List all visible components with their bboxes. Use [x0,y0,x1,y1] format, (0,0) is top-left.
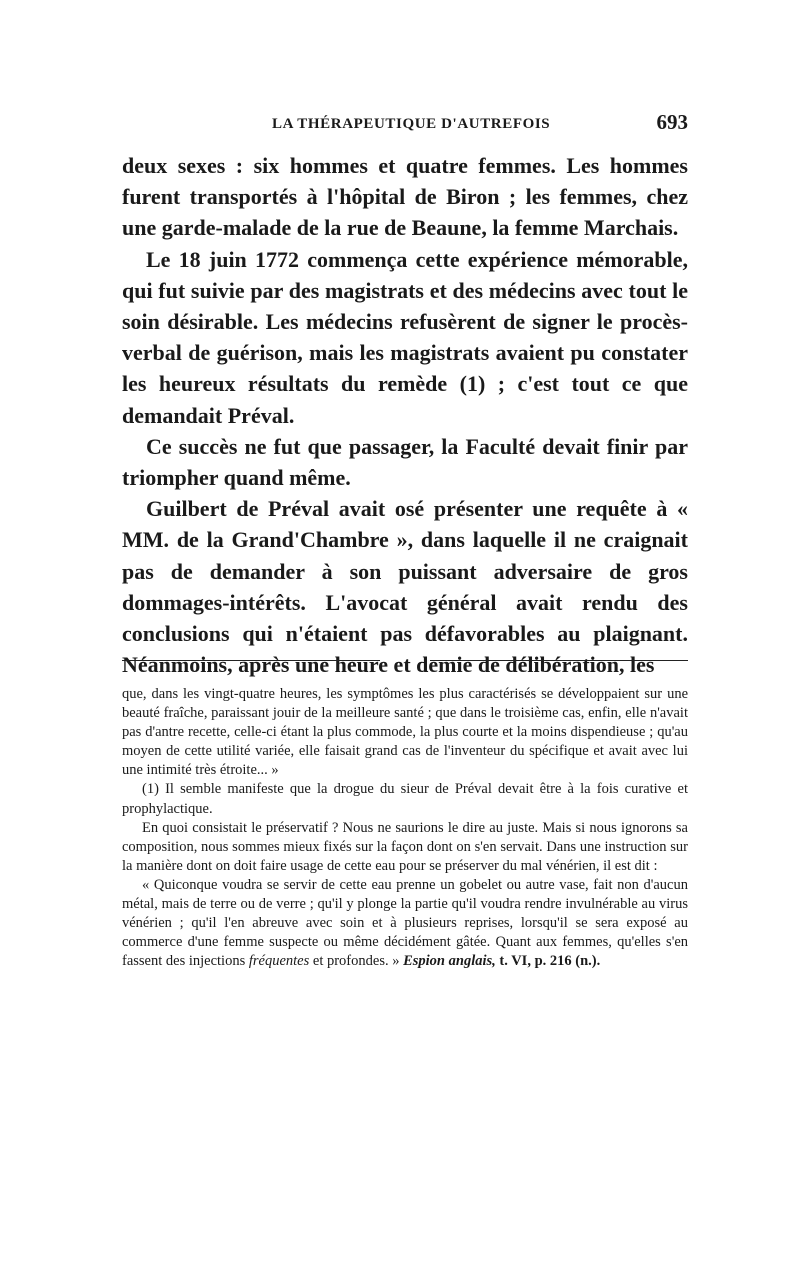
paragraph-1: deux sexes : six hommes et quatre femmes. Les hommes furent transportés à l'hôpital de Biron ; les femmes, chez une garde-malade de la rue de Beaune, la femme Marchais. [122,153,688,241]
quote-end: et profondes. » [312,953,400,970]
paragraph-2: Le 18 juin 1772 commença cette expérience mémorable, qui fut suivie par des magistrats et des médecins avec tout le soin désirable. Les médecins refusèrent de signer le procès-verbal de guérison, mais les magistrats avaient pu constater les heureux résultats du remède (1) ; c'est tout ce que demandait Préval. [122,246,688,428]
paragraph-4: Guilbert de Préval avait osé présenter une requête à « MM. de la Grand'Chambre », dans laquelle il ne craignait pas de demander à son puissant adversaire de gros dommages-intérêts. L'avocat général avait rendu des conclusions qui n'étaient pas défavorables au plaignant. Néanmoins, après une heure et demie de délibération, les [122,496,688,678]
footnote-1-paragraph-2: En quoi consistait le préservatif ? Nous ne saurions le dire au juste. Mais si nous ignorons sa composition, nous sommes mieux fixés sur la façon dont on s'en servait. Dans une instruction sur la manière dont on doit faire usage de cette eau pour se préserver du mal vénérien, il est dit : [122,819,688,874]
footnote-1-paragraph-3 [122,876,688,971]
quote-italic: fréquentes [248,953,310,970]
page-number: 693 [656,110,688,134]
running-title: LA THÉRAPEUTIQUE D'AUTREFOIS [272,116,551,132]
footnote-continuation: que, dans les vingt-quatre heures, les symptômes les plus caractérisés se développaient sur une beauté fraîche, paraissant jouir de la meilleure santé ; que dans le troisième cas, enfin, elle n'avait pas d'antre recette, celle-ci étant la plus commode, la plus courte et la moins dispendieuse ; qu'au moyen de cette utilité variée, elle faisait grand cas de l'inventeur du spécifique et avait avec lui une intimité très étroite... » [122,686,688,779]
main-text [122,150,688,680]
paragraph-3: Ce succès ne fut que passager, la Faculté devait finir par triompher quand même. [122,433,688,491]
source-title: Espion anglais, [403,953,496,970]
footnote-separator-left [122,660,380,661]
footnote-separator-right [430,660,688,661]
quote-text: « Quiconque voudra se servir de cette eau prenne un gobelet ou autre vase, fait non d'aucun métal, mais de terre ou de verre ; qu'il y plonge la partie qu'il voudra rendre invulnérable au virus vénérien ; qu'il l'en abreuve avec soin et à plusieurs reprises, lorsqu'il se sera exposé au commerce d'une femme suspecte ou même décidément gâtée. Quant aux femmes, qu'elles s'en fassent des injections [122,876,688,970]
source-reference: t. VI, p. 216 (n.). [499,953,601,970]
footnote-1: (1) Il semble manifeste que la drogue du sieur de Préval devait être à la fois curative et prophylactique. [122,781,688,817]
footnotes [122,685,688,971]
running-header [122,110,688,140]
